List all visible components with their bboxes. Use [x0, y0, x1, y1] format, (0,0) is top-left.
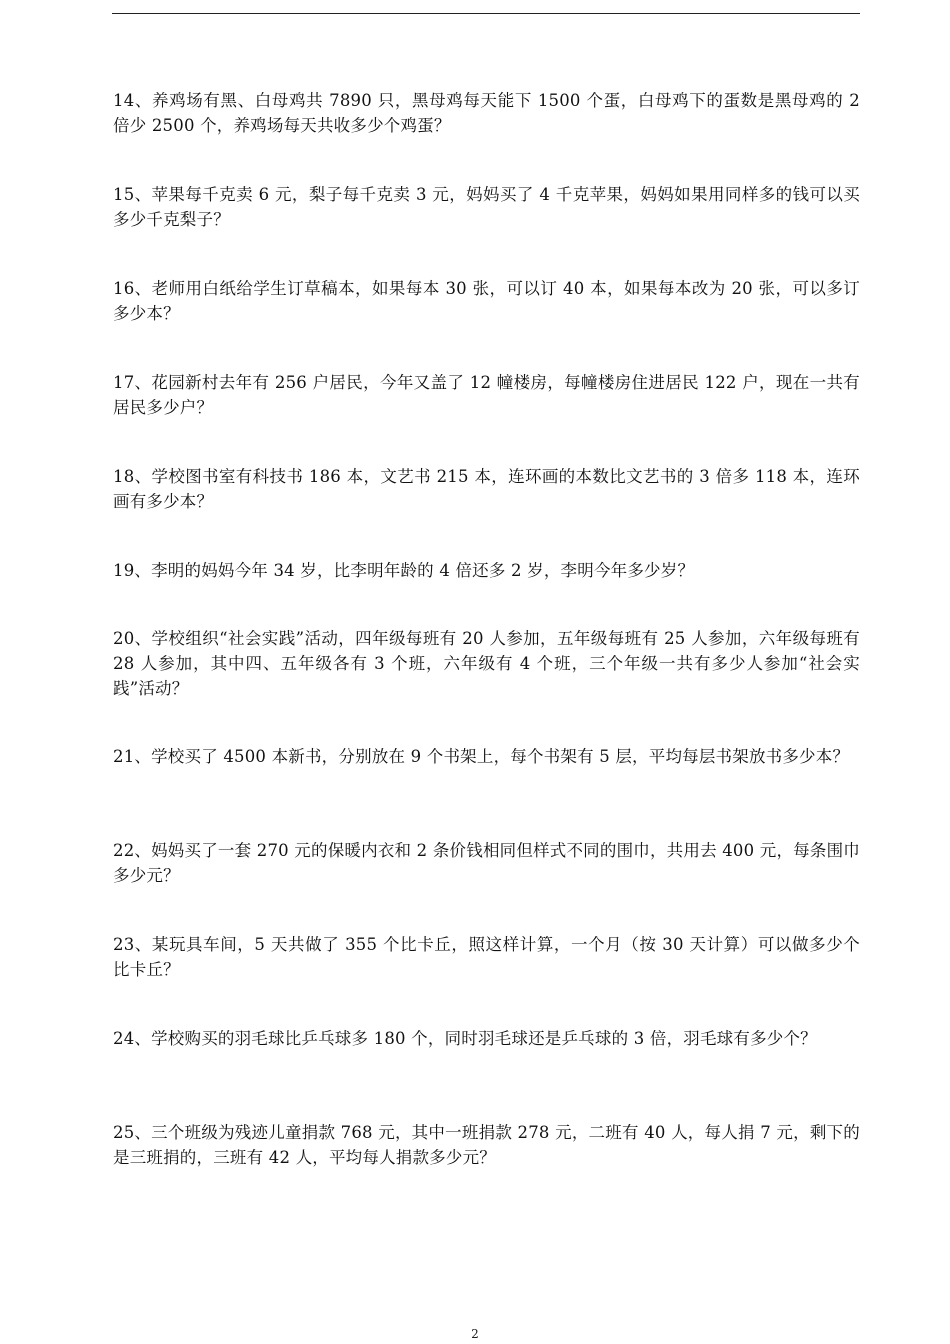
page-number: 2 — [471, 1327, 479, 1341]
problem-21: 21、学校买了 4500 本新书，分别放在 9 个书架上，每个书架有 5 层，平均每层书架放书多少本？ — [113, 747, 850, 766]
problem-15: 15、苹果每千克卖 6 元，梨子每千克卖 3 元，妈妈买了 4 千克苹果，妈妈如果用同样多的钱可以买多少千克梨子？ — [113, 185, 860, 229]
problem-17: 17、花园新村去年有 256 户居民，今年又盖了 12 幢楼房，每幢楼房住进居民 122 户，现在一共有居民多少户？ — [113, 373, 860, 417]
problem-16: 16、老师用白纸给学生订草稿本，如果每本 30 张，可以订 40 本，如果每本改为 20 张，可以多订多少本？ — [113, 279, 860, 323]
problem-14: 14、养鸡场有黑、白母鸡共 7890 只，黑母鸡每天能下 1500 个蛋，白母鸡下的蛋数是黑母鸡的 2 倍少 2500 个，养鸡场每天共收多少个鸡蛋？ — [113, 91, 860, 135]
problem-23: 23、某玩具车间，5 天共做了 355 个比卡丘，照这样计算，一个月（按 30 天计算）可以做多少个比卡丘？ — [113, 935, 860, 979]
problem-22: 22、妈妈买了一套 270 元的保暖内衣和 2 条价钱相同但样式不同的围巾，共用去 400 元，每条围巾多少元？ — [113, 841, 860, 885]
problem-25: 25、三个班级为残迹儿童捐款 768 元，其中一班捐款 278 元，二班有 40 人，每人捐 7 元，剩下的是三班捐的，三班有 42 人，平均每人捐款多少元？ — [113, 1123, 860, 1167]
problem-24: 24、学校购买的羽毛球比乒乓球多 180 个，同时羽毛球还是乒乓球的 3 倍，羽毛球有多少个？ — [113, 1029, 817, 1048]
problem-20: 20、学校组织“社会实践”活动，四年级每班有 20 人参加，五年级每班有 25 人参加，六年级每班有 28 人参加，其中四、五年级各有 3 个班，六年级有 4 个班，三个年级一共有多少人参加“社会实践”活动？ — [113, 629, 860, 698]
problem-19: 19、李明的妈妈今年 34 岁，比李明年龄的 4 倍还多 2 岁，李明今年多少岁？ — [113, 561, 695, 580]
problem-18: 18、学校图书室有科技书 186 本，文艺书 215 本，连环画的本数比文艺书的 3 倍多 118 本，连环画有多少本？ — [113, 467, 860, 511]
header-rule — [112, 13, 860, 14]
